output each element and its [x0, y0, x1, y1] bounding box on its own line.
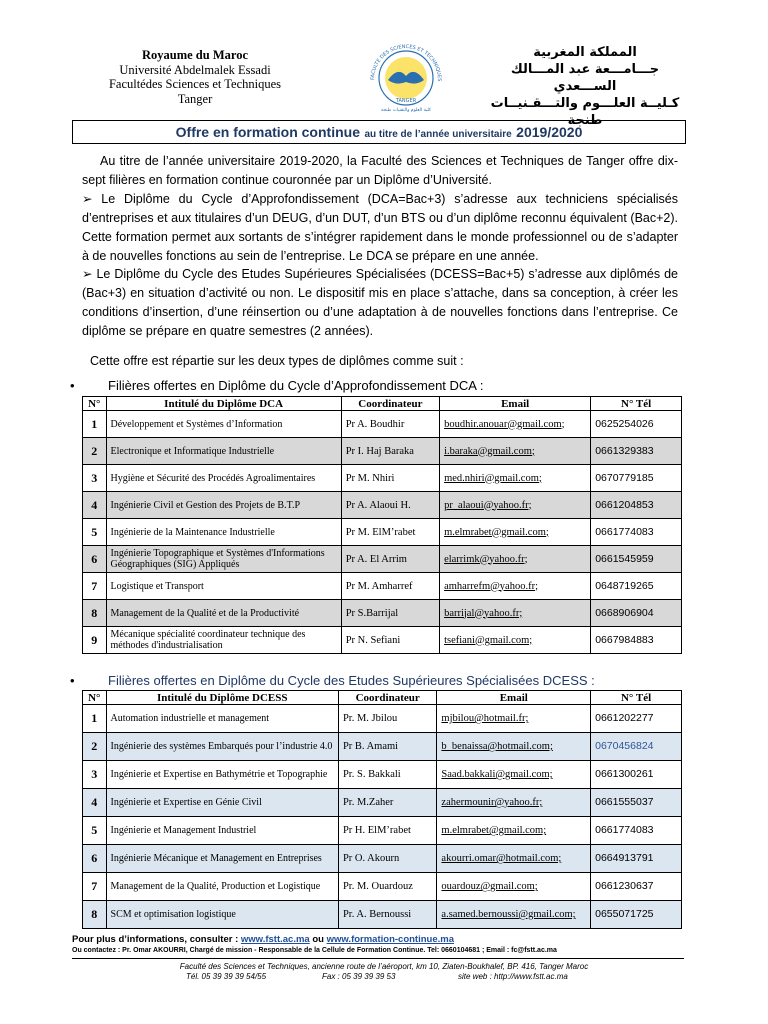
row-email-link[interactable]: m.elmrabet@gmail.com;	[440, 519, 591, 546]
row-num: 8	[83, 901, 107, 929]
row-num: 8	[83, 600, 107, 627]
row-phone: 0661774083	[591, 817, 682, 845]
row-email-link[interactable]: m.elmrabet@gmail.com;	[437, 817, 591, 845]
header-left-block	[70, 48, 320, 106]
row-num: 9	[83, 627, 107, 654]
row-num: 2	[83, 438, 107, 465]
row-phone: 0661230637	[591, 873, 682, 901]
header-university: Université Abdelmalek Essadi	[119, 62, 271, 77]
dcess-table	[82, 690, 682, 929]
footer-or: ou	[312, 934, 324, 945]
footer-contacts: Ou contactez : Pr. Omar AKOURRI, Chargé de mission - Responsable de la Cellule de Formation Continue. Tel: 0660104681 ; Email : fc@fstt.ac.ma	[72, 947, 557, 954]
col-header-title: Intitulé du Diplôme DCESS	[106, 691, 338, 705]
footer-fax: Fax : 05 39 39 39 53	[322, 972, 396, 981]
row-coordinator: Pr. S. Bakkali	[338, 761, 436, 789]
title-main: Offre en formation continue	[175, 124, 360, 140]
title-year: 2019/2020	[516, 124, 583, 140]
row-email-link[interactable]: b_benaissa@hotmail.com;	[437, 733, 591, 761]
bullet-dot-icon: •	[70, 378, 75, 393]
table-row	[83, 733, 682, 761]
header-ar-city: طنجة	[567, 113, 603, 128]
table-row	[83, 627, 682, 654]
col-header-tel: N° Tél	[591, 397, 682, 411]
table-row	[83, 546, 682, 573]
row-coordinator: Pr S.Barrijal	[341, 600, 439, 627]
row-phone: 0670779185	[591, 465, 682, 492]
row-email-link[interactable]: pr_alaoui@yahoo.fr;	[440, 492, 591, 519]
fstt-website-link[interactable]: www.fstt.ac.ma	[240, 934, 310, 945]
row-title: Hygiène et Sécurité des Procédés Agroalimentaires	[106, 465, 341, 492]
row-title: Logistique et Transport	[106, 573, 341, 600]
intro-paragraph: Au titre de l’année universitaire 2019-2020, la Faculté des Sciences et Techniques de Tanger offre dix-sept filières en formation continue couronnée par un Diplôme d’Université.	[82, 154, 678, 187]
formation-continue-link[interactable]: www.formation-continue.ma	[326, 934, 454, 945]
row-title: Management de la Qualité, Production et Logistique	[106, 873, 338, 901]
row-phone: 0661202277	[591, 705, 682, 733]
row-num: 4	[83, 789, 107, 817]
row-phone: 0661555037	[591, 789, 682, 817]
table-header-row	[83, 691, 682, 705]
row-phone: 0661300261	[591, 761, 682, 789]
row-title: Ingénierie et Expertise en Génie Civil	[106, 789, 338, 817]
row-title: Ingénierie de la Maintenance Industrielle	[106, 519, 341, 546]
row-phone: 0661774083	[591, 519, 682, 546]
col-header-title: Intitulé du Diplôme DCA	[106, 397, 341, 411]
table-row	[83, 465, 682, 492]
header-faculty: Facultédes Sciences et Techniques	[108, 77, 282, 91]
row-num: 3	[83, 465, 107, 492]
row-phone: 0625254026	[591, 411, 682, 438]
col-header-email: Email	[437, 691, 591, 705]
row-email-link[interactable]: amharrefm@yahoo.fr;	[440, 573, 591, 600]
row-title: Electronique et Informatique Industrielle	[106, 438, 341, 465]
row-title: Mécanique spécialité coordinateur technique des méthodes d'industrialisation	[106, 627, 341, 654]
header-right-block	[490, 44, 680, 129]
row-coordinator: Pr H. ElM’rabet	[338, 817, 436, 845]
table-row	[83, 411, 682, 438]
col-header-num: N°	[83, 691, 107, 705]
row-coordinator: Pr A. Alaoui H.	[341, 492, 439, 519]
faculty-logo	[364, 40, 448, 114]
row-title: Automation industrielle et management	[106, 705, 338, 733]
row-num: 4	[83, 492, 107, 519]
row-title: Management de la Qualité et de la Productivité	[106, 600, 341, 627]
arrow-bullet-icon: ➢	[82, 267, 97, 281]
row-coordinator: Pr M. Amharref	[341, 573, 439, 600]
row-email-link[interactable]: boudhir.anouar@gmail.com;	[440, 411, 591, 438]
row-email-link[interactable]: zahermounir@yahoo.fr;	[437, 789, 591, 817]
footer-address: Faculté des Sciences et Techniques, ancienne route de l’aéroport, km 10, Ziaten-Boukhalef, BP. 416, Tanger Maroc	[179, 962, 589, 971]
row-title: Ingénierie des systèmes Embarqués pour l’industrie 4.0	[106, 733, 338, 761]
row-phone: 0661545959	[591, 546, 682, 573]
bullet-dot-icon: •	[70, 673, 75, 688]
table-header-row	[83, 397, 682, 411]
footer-divider	[72, 958, 684, 959]
footer-info	[72, 934, 454, 945]
row-num: 7	[83, 573, 107, 600]
table-row	[83, 600, 682, 627]
row-email-link[interactable]: i.baraka@gmail.com;	[440, 438, 591, 465]
table-row	[83, 705, 682, 733]
header-city: Tanger	[177, 91, 213, 106]
row-phone: 0661329383	[591, 438, 682, 465]
row-email-link[interactable]: mjbilou@hotmail.fr;	[437, 705, 591, 733]
row-num: 3	[83, 761, 107, 789]
table-row	[83, 901, 682, 929]
row-email-link[interactable]: tsefiani@gmail.com;	[440, 627, 591, 654]
row-phone: 0664913791	[591, 845, 682, 873]
row-email-link[interactable]: barrijal@yahoo.fr;	[440, 600, 591, 627]
row-coordinator: Pr A. Boudhir	[341, 411, 439, 438]
footer-site: site web : http://www.fstt.ac.ma	[458, 972, 568, 981]
logo-city-text: TANGER	[395, 98, 417, 104]
row-coordinator: Pr I. Haj Baraka	[341, 438, 439, 465]
row-title: Développement et Systèmes d’Information	[106, 411, 341, 438]
row-title: Ingénierie Civil et Gestion des Projets de B.T.P	[106, 492, 341, 519]
dcess-heading-text: Filières offertes en Diplôme du Cycle des Etudes Supérieures Spécialisées DCESS :	[108, 673, 595, 688]
row-num: 7	[83, 873, 107, 901]
row-phone: 0661204853	[591, 492, 682, 519]
row-email-link[interactable]: med.nhiri@gmail.com;	[440, 465, 591, 492]
dca-heading-text: Filières offertes en Diplôme du Cycle d’Approfondissement DCA :	[108, 378, 484, 393]
row-num: 6	[83, 845, 107, 873]
row-email-link[interactable]: Saad.bakkali@gmail.com;	[437, 761, 591, 789]
col-header-num: N°	[83, 397, 107, 411]
col-header-email: Email	[440, 397, 591, 411]
row-email-link[interactable]: akourri.omar@hotmail.com;	[437, 845, 591, 873]
table-row	[83, 573, 682, 600]
table-row	[83, 438, 682, 465]
row-coordinator: Pr N. Sefiani	[341, 627, 439, 654]
row-coordinator: Pr. M. Ouardouz	[338, 873, 436, 901]
row-title: Ingénierie et Expertise en Bathymétrie et Topographie	[106, 761, 338, 789]
logo-arabic-text: كلية العلوم والتقنيات طنجة	[380, 108, 432, 113]
row-title: Ingénierie et Management Industriel	[106, 817, 338, 845]
row-coordinator: Pr A. El Arrim	[341, 546, 439, 573]
header-ar-university: جـــامـــعة عبد المـــالك الســـعدي	[510, 62, 660, 94]
col-header-coord: Coordinateur	[338, 691, 436, 705]
footer-info-label: Pour plus d’informations, consulter :	[72, 934, 239, 945]
row-coordinator: Pr. A. Bernoussi	[338, 901, 436, 929]
title-middle: au titre de l’année universitaire	[364, 129, 512, 140]
row-num: 6	[83, 546, 107, 573]
row-phone: 0670456824	[591, 733, 682, 761]
table-row	[83, 845, 682, 873]
col-header-tel: N° Tél	[591, 691, 682, 705]
header-ar-faculty: كـليــة العلـــوم والتـــقـنيــات	[490, 96, 680, 111]
row-num: 1	[83, 705, 107, 733]
dcess-description-text: Le Diplôme du Cycle des Etudes Supérieures Spécialisées (DCESS=Bac+5) s’adresse aux diplômés de (Bac+3) en situation d’activité ou non. Le dispositif mis en place s’attache, dans sa conception, à créer les conditions d’insertion, d’une réinsertion ou d’une adaptation à de nouvelles fonctions dans l’entreprise. Ce diplôme se prépare en quatre semestres (2 années).	[82, 267, 678, 338]
row-title: Ingénierie Mécanique et Management en Entreprises	[106, 845, 338, 873]
row-num: 5	[83, 817, 107, 845]
page-title	[72, 120, 686, 144]
header-kingdom: Royaume du Maroc	[141, 48, 248, 62]
row-phone: 0668906904	[591, 600, 682, 627]
row-email-link[interactable]: ouardouz@gmail.com;	[437, 873, 591, 901]
row-coordinator: Pr. M.Zaher	[338, 789, 436, 817]
row-coordinator: Pr M. ElM’rabet	[341, 519, 439, 546]
dca-description	[82, 190, 678, 266]
table-row	[83, 789, 682, 817]
row-num: 5	[83, 519, 107, 546]
row-num: 1	[83, 411, 107, 438]
table-row	[83, 519, 682, 546]
arrow-bullet-icon: ➢	[82, 192, 102, 206]
row-num: 2	[83, 733, 107, 761]
row-coordinator: Pr B. Amami	[338, 733, 436, 761]
row-coordinator: Pr M. Nhiri	[341, 465, 439, 492]
col-header-coord: Coordinateur	[341, 397, 439, 411]
row-coordinator: Pr O. Akourn	[338, 845, 436, 873]
table-row	[83, 761, 682, 789]
header-ar-kingdom: المملكة المغربية	[533, 45, 637, 60]
row-title: Ingénierie Topographique et Systèmes d'Informations Géographiques (SIG) Appliqués	[106, 546, 341, 573]
row-email-link[interactable]: a.samed.bernoussi@gmail.com;	[437, 901, 591, 929]
dca-table	[82, 396, 682, 654]
row-phone: 0655071725	[591, 901, 682, 929]
row-email-link[interactable]: elarrimk@yahoo.fr;	[440, 546, 591, 573]
row-coordinator: Pr. M. Jbilou	[338, 705, 436, 733]
dcess-description	[82, 265, 678, 341]
row-phone: 0648719265	[591, 573, 682, 600]
table-row	[83, 817, 682, 845]
dca-description-text: Le Diplôme du Cycle d’Approfondissement (DCA=Bac+3) s’adresse aux techniciens spécialisés d’entreprises et aux titulaires d’un DEUG, d’un DUT, d’un BTS ou d’un diplôme reconnu équivalent (Bac+2). Cette formation permet aux sortants de s’intégrer rapidement dans le monde professionnel ou de s’adapter à de nouvelles fonctions au sein de l’entreprise. Le DCA se prépare en une année.	[82, 192, 678, 263]
table-row	[83, 492, 682, 519]
split-sentence: Cette offre est répartie sur les deux types de diplômes comme suit :	[90, 354, 464, 368]
logo-arc-text: FACULTE DES SCIENCES ET TECHNIQUES	[369, 43, 443, 82]
row-phone: 0667984883	[591, 627, 682, 654]
footer-tel: Tél. 05 39 39 39 54/55	[186, 972, 267, 981]
row-title: SCM et optimisation logistique	[106, 901, 338, 929]
table-row	[83, 873, 682, 901]
